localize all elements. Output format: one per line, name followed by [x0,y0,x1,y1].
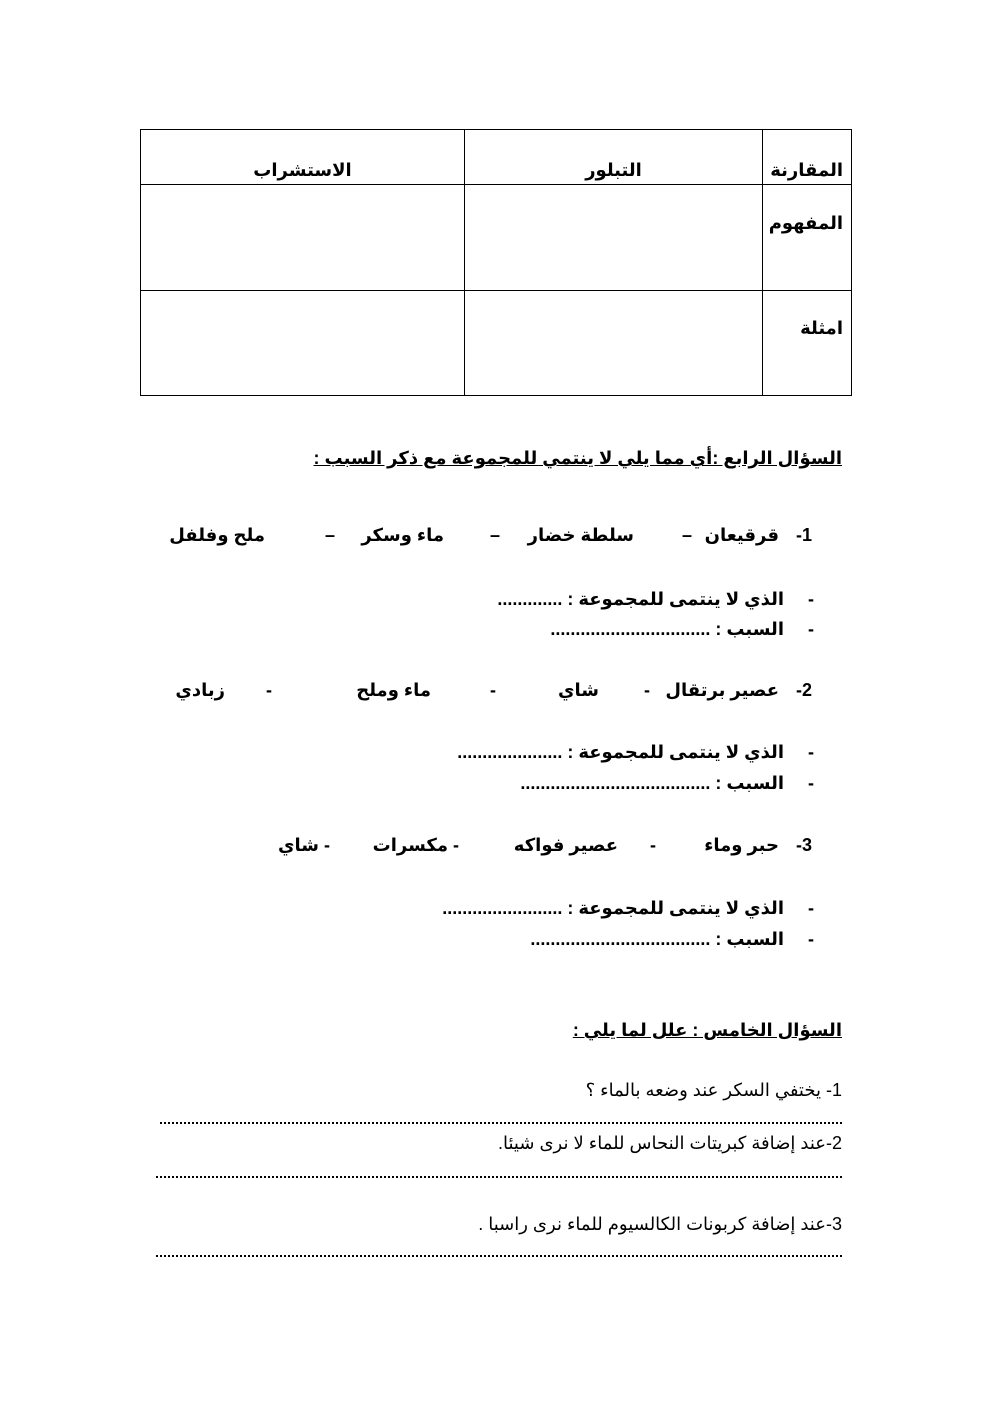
q4-group1-sep-1: – [681,525,692,545]
table-header-row [141,130,852,185]
q4-group3-odd-line: الذي لا ينتمى للمجموعة : ........................ [442,898,784,918]
q4-group3-bullet-odd: - [808,898,814,918]
q5-item-2: 2-عند إضافة كبريتات النحاس للماء لا نرى شيئا. [498,1133,842,1153]
q5-answer-line-2[interactable] [156,1176,842,1182]
q4-group1-sep-2: – [489,525,500,545]
q4-group3-item-1: حبر وماء [704,835,779,855]
examples-crystallization-cell[interactable] [465,291,763,396]
q4-group3-item-3: - مكسرات [372,835,459,855]
concept-crystallization-cell[interactable] [465,185,763,291]
q4-group1-reason-line: السبب : ................................ [550,619,784,639]
q4-group2-reason-line: السبب : ...................................... [520,773,784,793]
q4-group2-number: 2- [795,680,812,700]
q4-group1-bullet-odd: - [808,589,814,609]
q4-group2-bullet-odd: - [808,742,814,762]
q5-item-3: 3-عند إضافة كربونات الكالسيوم للماء نرى راسبا . [478,1214,842,1234]
row-label-examples: امثلة [763,291,852,396]
q4-group1-item-4: ملح وفلفل [169,525,265,545]
q4-group1-bullet-reason: - [808,619,814,639]
q5-answer-line-3[interactable] [156,1255,842,1261]
q4-group2-bullet-reason: - [808,773,814,793]
q4-group2-item-2: شاي [558,680,599,700]
examples-absorption-cell[interactable] [141,291,465,396]
q4-group2-sep-2: - [490,680,496,700]
q4-group1-item-1: قرقيعان [704,525,779,545]
header-comparison: المقارنة [763,130,852,185]
header-absorption: الاستشراب [141,130,465,185]
q4-group2-item-1: عصير برتقال [665,680,779,700]
q4-group2-odd-line: الذي لا ينتمى للمجموعة : ..................... [457,742,784,762]
q4-group3-number: 3- [795,835,812,855]
header-crystallization: التبلور [465,130,763,185]
q4-group2-sep-3: - [266,680,272,700]
q4-group1-sep-3: – [324,525,335,545]
q4-group2-sep-1: - [644,680,650,700]
q4-group3-bullet-reason: - [808,929,814,949]
q5-answer-line-1[interactable] [160,1122,842,1128]
q5-title: السؤال الخامس : علل لما يلي : [572,1020,842,1040]
comparison-table [140,129,852,396]
table-row-examples [141,291,852,396]
q4-group3-sep-1: - [650,835,656,855]
q4-group1-odd-line: الذي لا ينتمى للمجموعة : ............. [497,589,784,609]
table-row-concept [141,185,852,291]
q4-group3-reason-line: السبب : .................................... [530,929,784,949]
q4-group1-item-3: ماء وسكر [361,525,444,545]
q4-group3-item-2: عصير فواكه [513,835,618,855]
q4-group2-item-3: ماء وملح [356,680,431,700]
q4-title: السؤال الرابع :أي مما يلي لا ينتمي للمجموعة مع ذكر السبب : [313,448,842,468]
q4-group2-item-4: زبادي [175,680,225,700]
q4-group1-number: 1- [795,525,812,545]
concept-absorption-cell[interactable] [141,185,465,291]
q4-group3-item-4: - شاي [278,835,330,855]
q4-group1-item-2: سلطة خضار [527,525,634,545]
row-label-concept: المفهوم [763,185,852,291]
q5-item-1: 1- يختفي السكر عند وضعه بالماء ؟ [585,1080,842,1100]
